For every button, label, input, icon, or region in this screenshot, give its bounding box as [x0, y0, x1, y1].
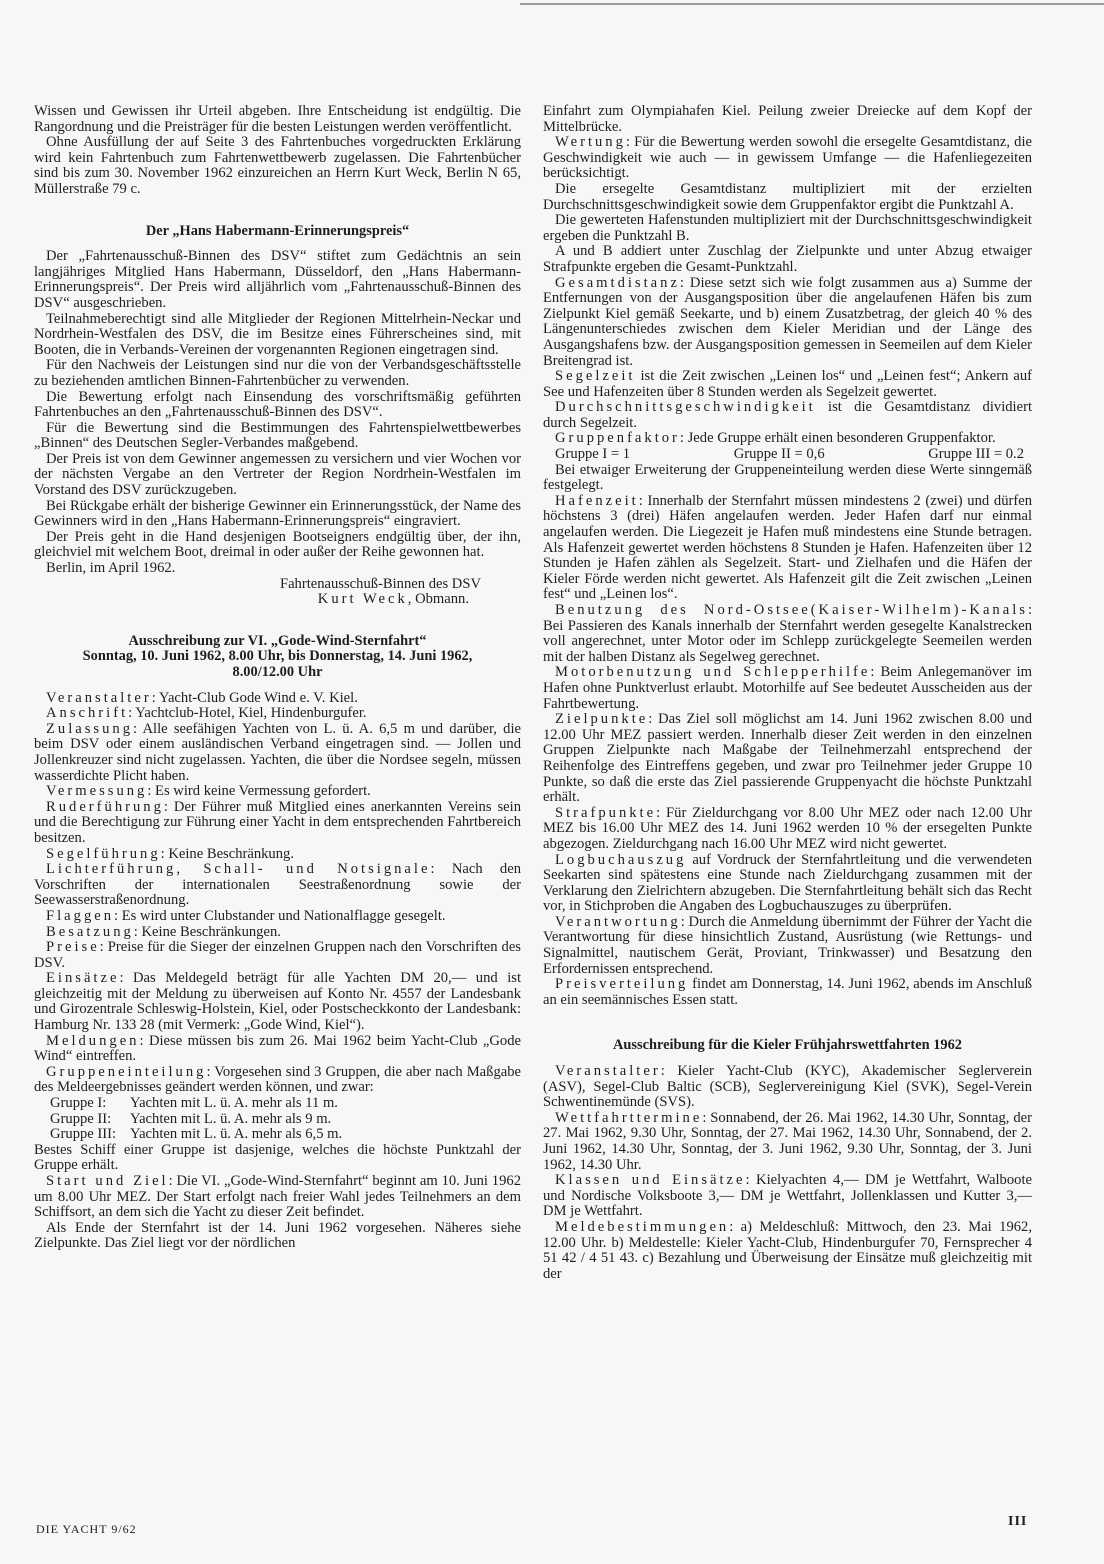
rule-text: : Kielyachten 4,— DM je Wettfahrt, Walboote und Nordische Volksboote 3,— DM je Wettfahrt, Jollenklassen und Kutter 3,— DM je Wettfahrt.	[543, 1172, 1032, 1220]
sternfahrt-heading-3: 8.00/12.00 Uhr	[232, 664, 323, 680]
rule-item	[543, 494, 1032, 603]
group-text: Yachten mit L. ü. A. mehr als 11 m.	[130, 1095, 338, 1112]
rule-text: : Diese setzt sich wie folgt zusammen aus a) Summe der Entfernungen von der Ausgangsposition über die angelaufenen Häfen bis zum Zielpunkt Kiel gemäß Seekarte, und b) einem Zusatzbetrag, der gleich 40 % des Längenunterschiedes zwischen dem Kieler Meridian und der Länge des Ausgangshafens bzw. der Ausgangsposition gemessen in Seemeilen auf dem Kieler Breitengrad ist.	[543, 274, 1032, 369]
rule-label: Zulassung	[46, 720, 133, 737]
kiel-heading: Ausschreibung für die Kieler Frühjahrswettfahrten 1962	[613, 1037, 962, 1054]
rule-item	[34, 800, 521, 847]
rule-label: Veranstalter	[555, 1063, 661, 1080]
rule-text: ist die Zeit zwischen „Leinen los“ und „Leinen fest“; Ankern auf See und Hafenzeiten über 8 Stunden werden als Segelzeit gewertet.	[543, 368, 1032, 400]
habermann-paragraph: Der „Fahrtenausschuß-Binnen des DSV“ stiftet zum Gedächtnis an sein langjähriges Mitglied Hans Habermann, Düsseldorf, den „Hans Habermann-Erinnerungspreis“. Der Preis wird alljährlich vom „Fahrtenausschuß-Binnen des DSV“ ausgeschrieben.	[34, 248, 521, 311]
habermann-paragraph: Teilnahmeberechtigt sind alle Mitglieder der Regionen Mittelrhein-Neckar und Nordrhein-Westfalen des DSV, die im Besitze eines Führerscheines sind, mit Booten, die in Verbands-Vereinen der vorgenannten Regionen eingetragen sind.	[34, 310, 521, 358]
rule-item	[543, 806, 1032, 853]
rule-label: Benutzung des Nord-Ostsee(Kaiser-Wilhelm)-Kanals	[555, 602, 1028, 618]
rule-text: : Für die Bewertung werden sowohl die ersegelte Gesamtdistanz, die Geschwindigkeit wie auch — in gewissem Umfange — die Hafenliegezeiten berücksichtigt.	[543, 134, 1032, 182]
rule-item	[543, 603, 1032, 665]
rule-item	[34, 847, 521, 863]
rule-label: Anschrift	[46, 705, 129, 722]
rule-item	[34, 1034, 521, 1065]
rule-item	[34, 971, 521, 1033]
after-groups: Bestes Schiff einer Gruppe ist dasjenige, welches die höchste Punktzahl der Gruppe erhält.	[34, 1141, 521, 1174]
habermann-heading: Der „Hans Habermann-Erinnerungspreis“	[145, 222, 410, 239]
rule-text: : a) Meldeschluß: Mittwoch, den 23. Mai 1962, 12.00 Uhr. b) Meldestelle: Kieler Yacht-Club, Hindenburgufer 70, Fernsprecher 4 51 42 / 4 51 43. c) Bezahlung und Überweisung der Einsätze muß gleichzeitig mit der	[543, 1218, 1032, 1282]
rule-item	[543, 400, 1032, 431]
rule-label: Preise	[46, 939, 100, 956]
body-paragraph: Die ersegelte Gesamtdistanz multipliziert mit der erzielten Durchschnittsgeschwindigkeit sowie dem Gruppenfaktor ergibt die Punktzahl A.	[543, 180, 1032, 213]
rule-text: : Der Führer muß Mitglied eines anerkannten Vereins sein und die Berechtigung zur Führung einer Yacht in dem entsprechenden Fahrtbereich besitzen.	[34, 798, 521, 846]
rule-label: Strafpunkte	[555, 804, 657, 821]
rule-label: Wertung	[555, 134, 626, 151]
rule-item	[543, 1220, 1032, 1282]
rule-text: : Das Meldegeld beträgt für alle Yachten DM 20,— und ist gleichzeitig mit der Meldung zu überweisen auf Konto Nr. 4557 der Landesbank und Girozentrale Schleswig-Holstein, Kiel, oder Postscheckkonto der Landesbank: Hamburg Nr. 133 28 (mit Vermerk: „Gode Wind, Kiel“).	[34, 970, 521, 1034]
rule-label: Gruppenfaktor	[555, 430, 680, 447]
rule-item	[543, 665, 1032, 712]
rule-item	[543, 1064, 1032, 1111]
intro-paragraph-2: Ohne Ausfüllung der auf Seite 3 des Fahrtenbuches vorgedruckten Erklärung wird kein Fahrtenbuch zum Fahrtenwettbewerb zugelassen. Die Fahrtenbücher sind bis zum 30. November 1962 einzureichen an Herrn Kurt Weck, Berlin N 65, Müllerstraße 79 c.	[34, 134, 521, 197]
page-number: III	[1008, 1514, 1028, 1529]
sternfahrt-heading-2: Sonntag, 10. Juni 1962, 8.00 Uhr, bis Donnerstag, 14. Juni 1962,	[82, 648, 473, 665]
rule-item	[34, 706, 521, 722]
habermann-paragraph: Für den Nachweis der Leistungen sind nur die von der Verbandsgeschäftsstelle zu beziehenden amtlichen Binnen-Fahrtenbücher zu verwenden.	[34, 357, 521, 389]
rule-text: : Für Zieldurchgang vor 8.00 Uhr MEZ oder nach 12.00 Uhr MEZ bis 16.00 Uhr MEZ des 14. Juni 1962 werden 10 % der ersegelten Punkte abgezogen. Zieldurchgang nach 16.00 Uhr MEZ wird nicht gewertet.	[543, 804, 1032, 852]
rule-item	[543, 1111, 1032, 1173]
rule-label: Zielpunkte	[555, 711, 649, 728]
rule-item	[34, 1065, 521, 1096]
rule-label: Preisverteilung	[555, 976, 689, 993]
rule-text: : Innerhalb der Sternfahrt müssen mindestens 2 (zwei) und dürfen höchstens 3 (drei) Häfen angelaufen werden. Jeder Hafen darf nur einmal angelaufen werden. Die Liegezeit je Hafen muß mindestens eine Stunde betragen. Als Hafenzeit gewertet werden höchstens 8 Stunden je Hafen. Hafenzeiten über 12 Stunden je Hafen zählen als Segelzeit. Start- und Zielhafen und die Häfen der Kieler Förde werden nicht gewertet. Als Hafenzeit gilt die Zeit zwischen „Leinen fest“ und „Leinen los“.	[543, 492, 1032, 603]
rule-label: Meldebestimmungen	[555, 1218, 730, 1235]
group-row	[34, 1096, 521, 1112]
rule-label: Einsätze	[46, 970, 120, 987]
signature-line	[34, 592, 521, 608]
rule-item	[543, 1173, 1032, 1220]
rule-label: Vermessung	[46, 783, 148, 800]
group-name: Gruppe III:	[50, 1126, 117, 1143]
habermann-paragraph: Der Preis geht in die Hand desjenigen Bootseigners endgültig über, der ihn, gleichviel mit welchem Boot, dreimal in oder außer der Reihe gewonnen hat.	[34, 528, 521, 561]
rule-label: Wettfahrttermine	[555, 1109, 703, 1126]
factor-3: Gruppe III = 0.2	[928, 446, 1024, 463]
rule-text: : Alle seefähigen Yachten von L. ü. A. 6,5 m und darüber, die beim DSV oder einem ausländischen Verband eingetragen sind. — Jollen und Jollenkreuzer sind nicht zugelassen. Yachten, die über die Nordsee segeln, müssen wasserdichte Plicht haben.	[34, 720, 521, 784]
habermann-paragraph: Für die Bewertung sind die Bestimmungen des Fahrtenspielwettbewerbes „Binnen“ des Deutschen Segler-Verbandes maßgebend.	[34, 419, 521, 452]
signature-role: , Obmann.	[407, 591, 469, 608]
rule-text: : Diese müssen bis zum 26. Mai 1962 beim Yacht-Club „Gode Wind“ eintreffen.	[34, 1032, 521, 1065]
rule-label: Veranstalter	[46, 689, 152, 706]
rule-text: : Es wird keine Vermessung gefordert.	[147, 783, 371, 800]
sternfahrt-heading-1: Ausschreibung zur VI. „Gode-Wind-Sternfahrt“	[128, 632, 427, 649]
group-text: Yachten mit L. ü. A. mehr als 6,5 m.	[130, 1126, 343, 1143]
sternfahrt-body	[34, 691, 521, 1252]
rule-item	[34, 862, 521, 909]
rule-item	[543, 276, 1032, 370]
rule-label: Lichterführung, Schall- und Notsignale	[46, 861, 431, 878]
habermann-paragraph: Bei Rückgabe erhält der bisherige Gewinner ein Erinnerungsstück, der Name des Gewinners wird in den „Hans Habermann-Erinnerungspreis“ eingraviert.	[34, 497, 521, 530]
rule-label: Ruderführung	[46, 798, 164, 815]
rule-label: Besatzung	[46, 923, 134, 940]
rule-label: Segelzeit	[555, 368, 636, 385]
rule-item	[543, 853, 1032, 915]
rule-label: Flaggen	[46, 907, 115, 924]
rule-text: : Durch die Anmeldung übernimmt der Führer der Yacht die Verantwortung für diese hinsichtlich Zustand, Ausrüstung (wie Rettungs- und Signalmittel, nautischem Gerät, Proviant, Trinkwasser) und Besatzung den Erfordernissen entsprechend.	[543, 913, 1032, 977]
habermann-dateline: Berlin, im April 1962.	[46, 560, 176, 577]
rule-text: : Bei Passieren des Kanals innerhalb der Sternfahrt werden gesegelte Kanalstrecken voll angerechnet, unter Motor oder im Schlepp zurückgelegte Seemeilen werden mit der halben Distanz als Segelweg gerechnet.	[543, 602, 1032, 665]
rule-text: : Kieler Yacht-Club (KYC), Akademischer Seglerverein (ASV), Segel-Club Baltic (SCB), Seglervereinigung Kiel (SVK), Segel-Verein Schwentinemünde (SVS).	[543, 1063, 1032, 1111]
rule-text: : Keine Beschränkung.	[160, 845, 294, 862]
rule-text: : Vorgesehen sind 3 Gruppen, die aber nach Maßgabe des Meldeergebnisses geändert werden können, und zwar:	[34, 1063, 521, 1096]
rule-label: Motorbenutzung und Schlepperhilfe	[555, 664, 871, 681]
rule-item	[543, 431, 1032, 447]
continued-text: Einfahrt zum Olympiahafen Kiel. Peilung zweier Dreiecke auf dem Kopf der Mittelbrücke.	[543, 103, 1032, 135]
rule-label: Gruppeneinteilung	[46, 1063, 207, 1080]
intro-paragraph-1: Wissen und Gewissen ihr Urteil abgeben. Ihre Entscheidung ist endgültig. Die Rangordnung und die Preisträger für die besten Leistungen werden veröffentlicht.	[34, 103, 521, 135]
rule-text: : Sonnabend, der 26. Mai 1962, 14.30 Uhr, Sonntag, der 27. Mai 1962, 9.30 Uhr, Sonntag, der 27. Mai 1962, 14.30 Uhr, Sonnabend, der 2. Juni 1962, 14.30 Uhr, Sonntag, der 3. Juni 1962, 9.30 Uhr, Sonntag, der 3. Juni 1962, 14.30 Uhr.	[543, 1109, 1032, 1173]
rule-text: : Beim Anlegemanöver im Hafen ohne Punktverlust erlaubt. Motorhilfe auf See bedeutet Ausscheiden aus der Fahrtbewertung.	[543, 664, 1033, 712]
factor-2: Gruppe II = 0,6	[733, 446, 825, 463]
right-column	[543, 104, 1032, 1282]
rule-item	[34, 691, 521, 707]
body-paragraph: Die gewerteten Hafenstunden multipliziert mit der Durchschnittsgeschwindigkeit ergeben die Punktzahl B.	[543, 212, 1032, 244]
signature-org: Fahrtenausschuß-Binnen des DSV	[279, 575, 481, 592]
rule-label: Verantwortung	[555, 913, 681, 930]
rule-item	[543, 369, 1032, 400]
group-row	[34, 1112, 521, 1128]
footer-publication: DIE YACHT 9/62	[36, 1522, 137, 1536]
rule-item	[34, 1174, 521, 1221]
top-rule	[520, 3, 1104, 5]
rule-label: Klassen und Einsätze	[555, 1172, 746, 1189]
rule-label: Start und Ziel	[46, 1173, 169, 1189]
rule-label: Hafenzeit	[555, 492, 639, 509]
factor-row	[543, 447, 1032, 463]
rule-text: : Jede Gruppe erhält einen besonderen Gruppenfaktor.	[679, 430, 996, 447]
habermann-body	[34, 249, 521, 608]
rule-item	[34, 722, 521, 784]
end-paragraph: Als Ende der Sternfahrt ist der 14. Juni 1962 vorgesehen. Näheres siehe Zielpunkte. Das Ziel liegt vor der nördlichen	[34, 1219, 521, 1252]
habermann-paragraph: Die Bewertung erfolgt nach Einsendung des vorschriftsmäßig geführten Fahrtenbuches an den „Fahrtenausschuß-Binnen des DSV“.	[34, 388, 521, 421]
rule-item	[34, 925, 521, 941]
rule-text: findet am Donnerstag, 14. Juni 1962, abends im Anschluß an ein seemännisches Essen statt.	[543, 976, 1032, 1008]
body-paragraph: A und B addiert unter Zuschlag der Zielpunkte und unter Abzug etwaiger Strafpunkte ergeben die Gesamt-Punktzahl.	[543, 243, 1032, 275]
rule-text: : Nach den Vorschriften der internationalen Seestraßenordnung sowie der Seewasserstraßenordnung.	[34, 861, 522, 909]
group-row	[34, 1127, 521, 1143]
habermann-paragraph: Der Preis ist von dem Gewinner angemessen zu versichern und vier Wochen vor der nächsten Vergabe an den Vertreter der Region Nordrhein-Westfalen im Vorstand des DSV zurückzugeben.	[34, 450, 521, 499]
group-name: Gruppe I:	[50, 1095, 107, 1112]
rule-text: : Es wird unter Clubstander und Nationalflagge gesegelt.	[114, 907, 446, 924]
group-name: Gruppe II:	[50, 1110, 112, 1127]
rule-item	[34, 909, 521, 925]
factor-1: Gruppe I = 1	[555, 446, 631, 463]
rule-item	[34, 940, 521, 971]
rule-text: auf Vordruck der Sternfahrtleitung und die verwendeten Seekarten sind spätestens eine Stunde nach Zieldurchgang zusammen mit der Verklarung den Zielrichtern abzugeben. Die Sternfahrtleitung behält sich das Recht vor, in Stichproben die Angaben des Logbuchauszuges zu überprüfen.	[543, 851, 1032, 915]
rule-label: Logbuchauszug	[555, 851, 687, 868]
rule-text: : Preise für die Sieger der einzelnen Gruppen nach den Vorschriften des DSV.	[34, 939, 521, 971]
rule-item	[543, 977, 1032, 1008]
rule-label: Meldungen	[46, 1032, 140, 1049]
group-text: Yachten mit L. ü. A. mehr als 9 m.	[130, 1110, 332, 1127]
rule-label: Gesamtdistanz	[555, 274, 680, 291]
rule-label: Segelführung	[46, 845, 161, 862]
rule-item	[543, 915, 1032, 977]
rule-label: Durchschnittsgeschwindigkeit	[555, 399, 816, 416]
rule-text: : Die VI. „Gode-Wind-Sternfahrt“ beginnt am 10. Juni 1962 um 8.00 Uhr MEZ. Der Start erfolgt nach freier Wahl jedes Teilnehmers an dem Schiffsort, an dem sich die Yacht zu dieser Zeit befindet.	[34, 1173, 521, 1221]
rule-text: : Yachtclub-Hotel, Kiel, Hindenburgufer.	[128, 705, 367, 722]
left-column	[34, 104, 521, 1252]
after-factors: Bei etwaiger Erweiterung der Gruppeneinteilung werden diese Werte sinngemäß festgelegt.	[543, 461, 1032, 494]
rule-item	[543, 712, 1032, 806]
rule-text: : Keine Beschränkungen.	[133, 923, 281, 940]
rule-item	[543, 135, 1032, 182]
signature-name: Kurt Weck	[317, 591, 408, 608]
rule-text: : Das Ziel soll möglichst am 14. Juni 1962 zwischen 8.00 und 12.00 Uhr MEZ passiert werden. Innerhalb dieser Zeit werden in den einzelnen Gruppen Zielpunkte nach Maßgabe der Teilnehmerzahl entsprechend der Reihenfolge des Eintreffens gegeben, und zwar pro Teilnehmer jeder Gruppe 10 Punkte, so daß die erste das Ziel passierende Gruppenyacht die höchste Punktzahl erhält.	[543, 711, 1032, 806]
rule-item	[34, 784, 521, 800]
rule-text: : Yacht-Club Gode Wind e. V. Kiel.	[151, 689, 358, 706]
rule-text: ist die Gesamtdistanz dividiert durch Segelzeit.	[543, 399, 1032, 431]
